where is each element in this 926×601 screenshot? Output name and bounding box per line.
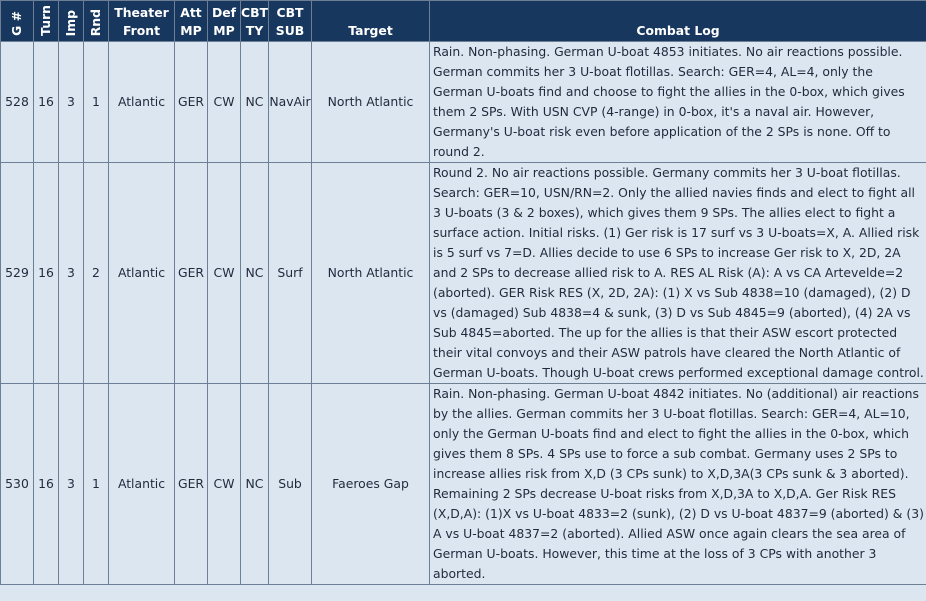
- cell-game-num: 529: [1, 163, 34, 384]
- cell-combat-log: Round 2. No air reactions possible. Germany commits her 3 U-boat flotillas. Search: GER=10, USN/RN=2. Only the allied navies finds and elect to fight all 3 U-boats (3 & 2 boxes), which gives them 9 SPs. The allies elect to fight a surface action. Initial risks. (1) Ger risk is 17 surf vs 3 U-boats=X, A. Allied risk is 5 surf vs 7=D. Allies decide to use 6 SPs to increase Ger risk to X, 2D, 2A and 2 SPs to decrease allied risk to A. RES AL Risk (A): A vs CA Artevelde=2 (aborted). GER Risk RES (X, 2D, 2A): (1) X vs Sub 4838=10 (damaged), (2) D vs (damaged) Sub 4838=4 & sunk, (3) D vs Sub 4845=9 (aborted), (4) 2A vs Sub 4845=aborted. The up for the allies is that their ASW escort protected their vital convoys and their ASW patrols have cleared the North Atlantic of German U-boats. Though U-boat crews performed exceptional damage control.: [430, 163, 926, 384]
- cell-rnd: 1: [84, 384, 109, 585]
- cell-imp: 3: [59, 163, 84, 384]
- cell-cbt-sub: Sub: [269, 384, 312, 585]
- cell-cbt-ty: NC: [241, 384, 269, 585]
- cell-target: North Atlantic: [312, 42, 430, 163]
- col-header-log: Combat Log: [430, 1, 926, 42]
- cell-target: North Atlantic: [312, 163, 430, 384]
- cell-def-mp: CW: [208, 384, 241, 585]
- cell-imp: 3: [59, 42, 84, 163]
- col-header-att-mp: Att MP: [175, 1, 208, 42]
- cell-cbt-ty: NC: [241, 163, 269, 384]
- cell-att-mp: GER: [175, 384, 208, 585]
- cell-rnd: 1: [84, 42, 109, 163]
- col-header-def-mp: Def MP: [208, 1, 241, 42]
- cell-imp: 3: [59, 384, 84, 585]
- cell-combat-log: Rain. Non-phasing. German U-boat 4842 initiates. No (additional) air reactions by the allies. German commits her 3 U-boat flotillas. Search: GER=4, AL=10, only the German U-boats find and elect to fight the allies in the 0-box, which gives them 8 SPs. 4 SPs use to force a sub combat. Germany uses 2 SPs to increase allies risk from X,D (3 CPs sunk) to X,D,3A(3 CPs sunk & 3 aborted). Remaining 2 SPs decrease U-boat risks from X,D,3A to X,D,A. Ger Risk RES (X,D,A): (1)X vs U-boat 4833=2 (sunk), (2) D vs U-boat 4837=9 (aborted) & (3) A vs U-boat 4837=2 (aborted). Allied ASW once again clears the sea area of German U-boats. However, this time at the loss of 3 CPs with another 3 aborted.: [430, 384, 926, 585]
- col-header-cbt-ty: CBT TY: [241, 1, 269, 42]
- cell-theater: Atlantic: [109, 163, 175, 384]
- cell-turn: 16: [34, 163, 59, 384]
- cell-att-mp: GER: [175, 163, 208, 384]
- col-header-game-num: G #: [1, 1, 34, 42]
- header-row: [1, 1, 926, 42]
- col-header-turn: Turn: [34, 1, 59, 42]
- cell-cbt-sub: Surf: [269, 163, 312, 384]
- col-header-imp: Imp: [59, 1, 84, 42]
- cell-combat-log: Rain. Non-phasing. German U-boat 4853 initiates. No air reactions possible. German commits her 3 U-boat flotillas. Search: GER=4, AL=4, only the German U-boats find and choose to fight the allies in the 0-box, which gives them 2 SPs. With USN CVP (4-range) in 0-box, it's a naval air. However, Germany's U-boat risk even before application of the 2 SPs is none. Off to round 2.: [430, 42, 926, 163]
- cell-target: Faeroes Gap: [312, 384, 430, 585]
- cell-turn: 16: [34, 42, 59, 163]
- table-row: [1, 384, 926, 585]
- cell-rnd: 2: [84, 163, 109, 384]
- cell-def-mp: CW: [208, 42, 241, 163]
- cell-cbt-ty: NC: [241, 42, 269, 163]
- cell-cbt-sub: NavAir: [269, 42, 312, 163]
- cell-theater: Atlantic: [109, 42, 175, 163]
- col-header-rnd: Rnd: [84, 1, 109, 42]
- table-row: [1, 42, 926, 163]
- cell-theater: Atlantic: [109, 384, 175, 585]
- cell-turn: 16: [34, 384, 59, 585]
- col-header-theater: Theater Front: [109, 1, 175, 42]
- cell-att-mp: GER: [175, 42, 208, 163]
- cell-game-num: 530: [1, 384, 34, 585]
- cell-def-mp: CW: [208, 163, 241, 384]
- table-row: [1, 163, 926, 384]
- col-header-cbt-sub: CBT SUB: [269, 1, 312, 42]
- cell-game-num: 528: [1, 42, 34, 163]
- col-header-target: Target: [312, 1, 430, 42]
